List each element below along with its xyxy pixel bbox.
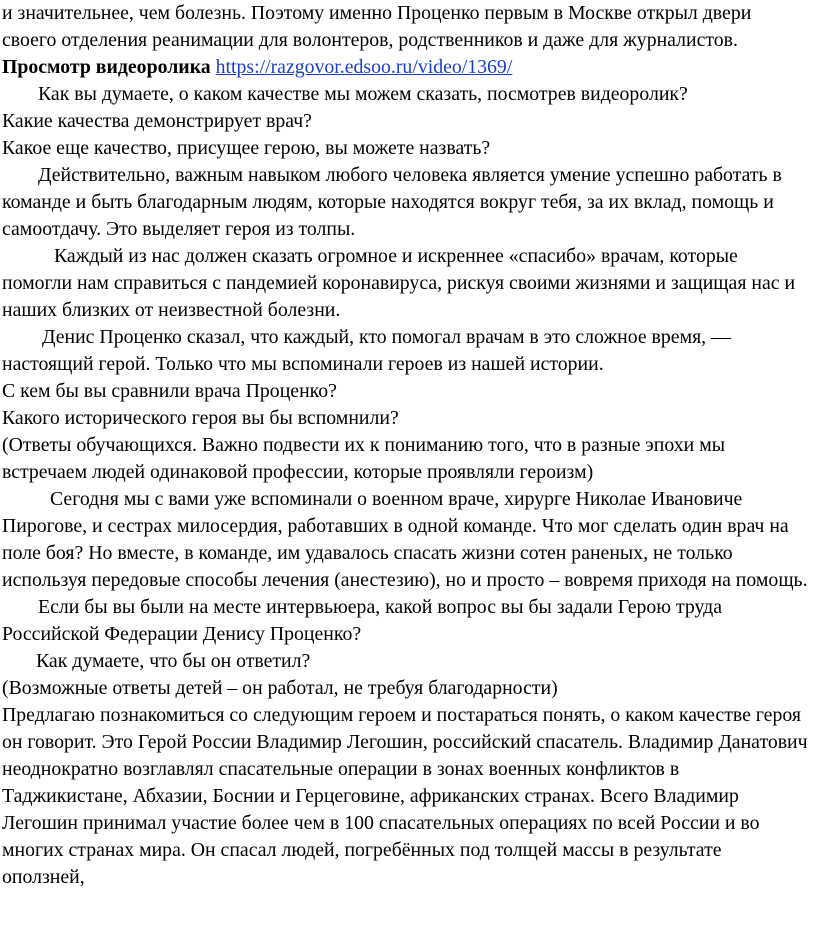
video-link[interactable]: https://razgovor.edsoo.ru/video/1369/ [215, 56, 513, 78]
video-line [2, 54, 808, 81]
note-student-answers: (Ответы обучающихся. Важно подвести их к пониманию того, что в разные эпохи мы встречаем людей одинаковой профессии, которые проявляли героизм) [2, 434, 725, 483]
note-possible-answers: (Возможные ответы детей – он работал, не требуя благодарности) [2, 677, 558, 699]
question-answer: Как думаете, что бы он ответил? [36, 650, 311, 672]
question-quality: Как вы думаете, о каком качестве мы можем сказать, посмотрев видеоролик? [38, 83, 688, 105]
paragraph-protsenko-intro: и значительнее, чем болезнь. Поэтому именно Проценко первым в Москве открыл двери своего отделения реанимации для волонтеров, родственников и даже для журналистов. [2, 2, 752, 51]
video-label: Просмотр видеоролика [2, 56, 211, 78]
question-historical-hero: Какого исторического героя вы бы вспомнили? [2, 407, 399, 429]
question-hero-quality: Какое еще качество, присущее герою, вы можете назвать? [2, 137, 491, 159]
paragraph-teamwork: Действительно, важным навыком любого человека является умение успешно работать в команде и быть благодарным людям, которые находятся вокруг тебя, за их вклад, помощь и самоотдачу. Это выделяет героя из толпы. [2, 164, 782, 240]
paragraph-legoshin: Предлагаю познакомиться со следующим героем и постараться понять, о каком качестве героя он говорит. Это Герой России Владимир Легошин, российский спасатель. Владимир Данатович неоднократно возглавлял спасательные операции в зонах военных конфликтов в Таджикистане, Абхазии, Боснии и Герцеговине, африканских странах. Всего Владимир Легошин принимал участие более чем в 100 спасательных операциях по всей России и во многих странах мира. Он спасал людей, погребённых под толщей массы в результате оползней, [2, 704, 808, 888]
paragraph-protsenko-quote: Денис Проценко сказал, что каждый, кто помогал врачам в это сложное время, — настоящий герой. Только что мы вспоминали героев из нашей истории. [2, 326, 731, 375]
question-compare: С кем бы вы сравнили врача Проценко? [2, 380, 337, 402]
paragraph-pirogov: Сегодня мы с вами уже вспоминали о военном враче, хирурге Николае Ивановиче Пирогове, и сестрах милосердия, работавших в одной команде. Что мог сделать один врач на поле боя? Но вместе, в команде, им удавалось спасать жизни сотен раненых, не только используя передовые способы лечения (анестезию), но и просто – вовремя приходя на помощь. [2, 488, 808, 591]
paragraph-thanks: Каждый из нас должен сказать огромное и искреннее «спасибо» врачам, которые помогли нам справиться с пандемией коронавируса, рискуя своими жизнями и защищая нас и наших близких от неизвестной болезни. [2, 245, 796, 321]
question-interviewer: Если бы вы были на месте интервьюера, какой вопрос вы бы задали Герою труда Российской Федерации Денису Проценко? [2, 596, 723, 645]
question-doctor-qualities: Какие качества демонстрирует врач? [2, 110, 312, 132]
